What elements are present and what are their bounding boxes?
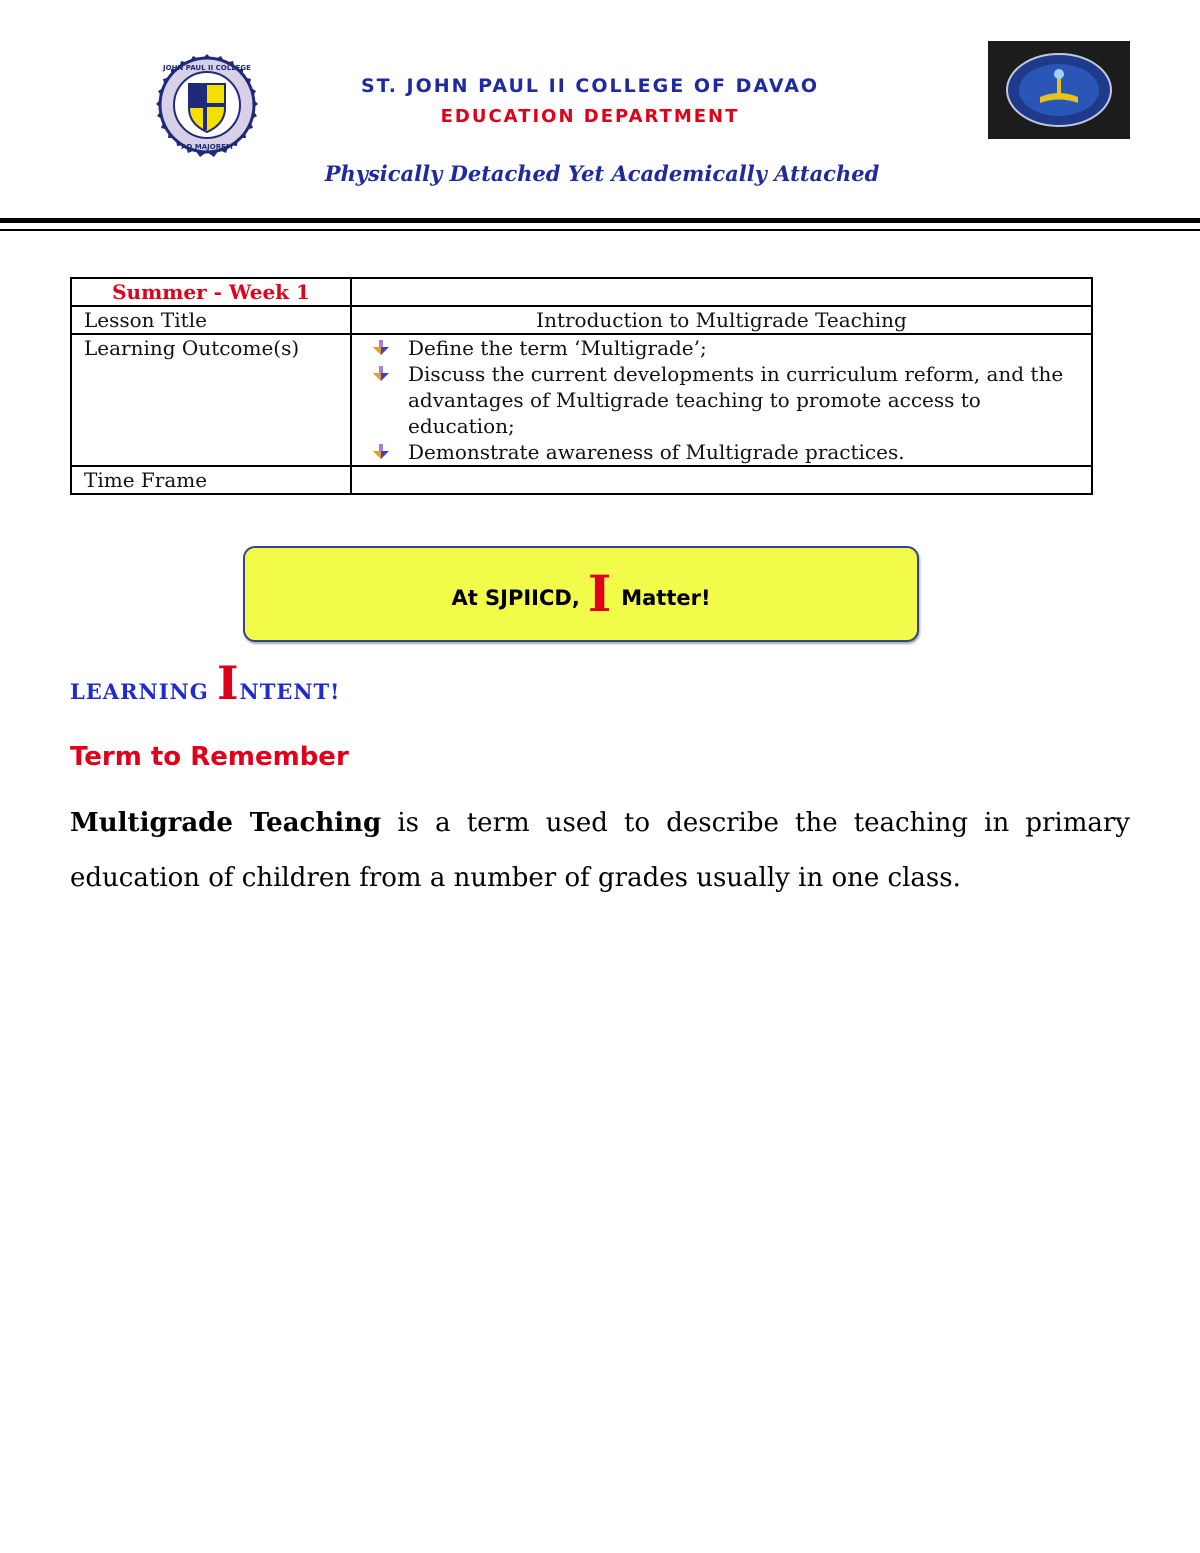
college-motto: Physically Detached Yet Academically Attached: [324, 161, 880, 186]
list-item: [408, 439, 1079, 465]
term-to-remember-heading: Term to Remember: [70, 742, 349, 772]
lesson-title-value: Introduction to Multigrade Teaching: [351, 306, 1092, 334]
department-name: EDUCATION DEPARTMENT: [440, 106, 740, 127]
lesson-title-label: Lesson Title: [71, 306, 351, 334]
outcome-text: Discuss the current developments in curriculum reform, and the advantages of Multigrade teaching to promote access to education;: [408, 362, 1064, 438]
outcomes-cell: [351, 334, 1092, 466]
outcomes-label: Learning Outcome(s): [71, 334, 351, 466]
header-divider-thick: [0, 218, 1200, 223]
header-divider-thin: [0, 229, 1200, 231]
intent-big-letter: I: [216, 656, 240, 710]
svg-text:AD MAJOREM: AD MAJOREM: [181, 143, 233, 151]
time-frame-label: Time Frame: [71, 466, 351, 494]
intent-prefix: LEARNING: [70, 679, 209, 704]
outcome-text: Demonstrate awareness of Multigrade practices.: [408, 440, 905, 464]
week-value-cell: [351, 278, 1092, 306]
list-item: [408, 335, 1079, 361]
learning-intent-heading: [70, 656, 341, 710]
down-arrow-bullet-icon: [372, 366, 390, 382]
table-row: [71, 334, 1092, 466]
table-row: [71, 466, 1092, 494]
term-definition-paragraph: [70, 796, 1130, 906]
down-arrow-bullet-icon: [372, 340, 390, 356]
table-row: [71, 306, 1092, 334]
banner-prefix: At SJPIICD,: [451, 586, 580, 610]
intent-suffix: NTENT!: [239, 679, 341, 704]
lesson-info-table: [70, 277, 1093, 495]
table-row: [71, 278, 1092, 306]
banner-suffix: Matter!: [621, 586, 711, 610]
outcome-text: Define the term ‘Multigrade’;: [408, 336, 707, 360]
outcomes-list: [364, 335, 1079, 465]
down-arrow-bullet-icon: [372, 444, 390, 460]
banner-big-letter: I: [587, 564, 612, 623]
time-frame-value: [351, 466, 1092, 494]
week-label: Summer - Week 1: [71, 278, 351, 306]
sjpiicd-banner: [243, 546, 919, 642]
term-name: Multigrade Teaching: [70, 808, 382, 838]
term-definition-text: is a term used to describe the teaching in primary education of children from a number of grades usually in one class.: [70, 808, 1130, 893]
svg-text:JOHN PAUL II COLLEGE: JOHN PAUL II COLLEGE: [163, 64, 251, 72]
college-name: ST. JOHN PAUL II COLLEGE OF DAVAO: [360, 75, 820, 97]
list-item: [408, 361, 1079, 439]
